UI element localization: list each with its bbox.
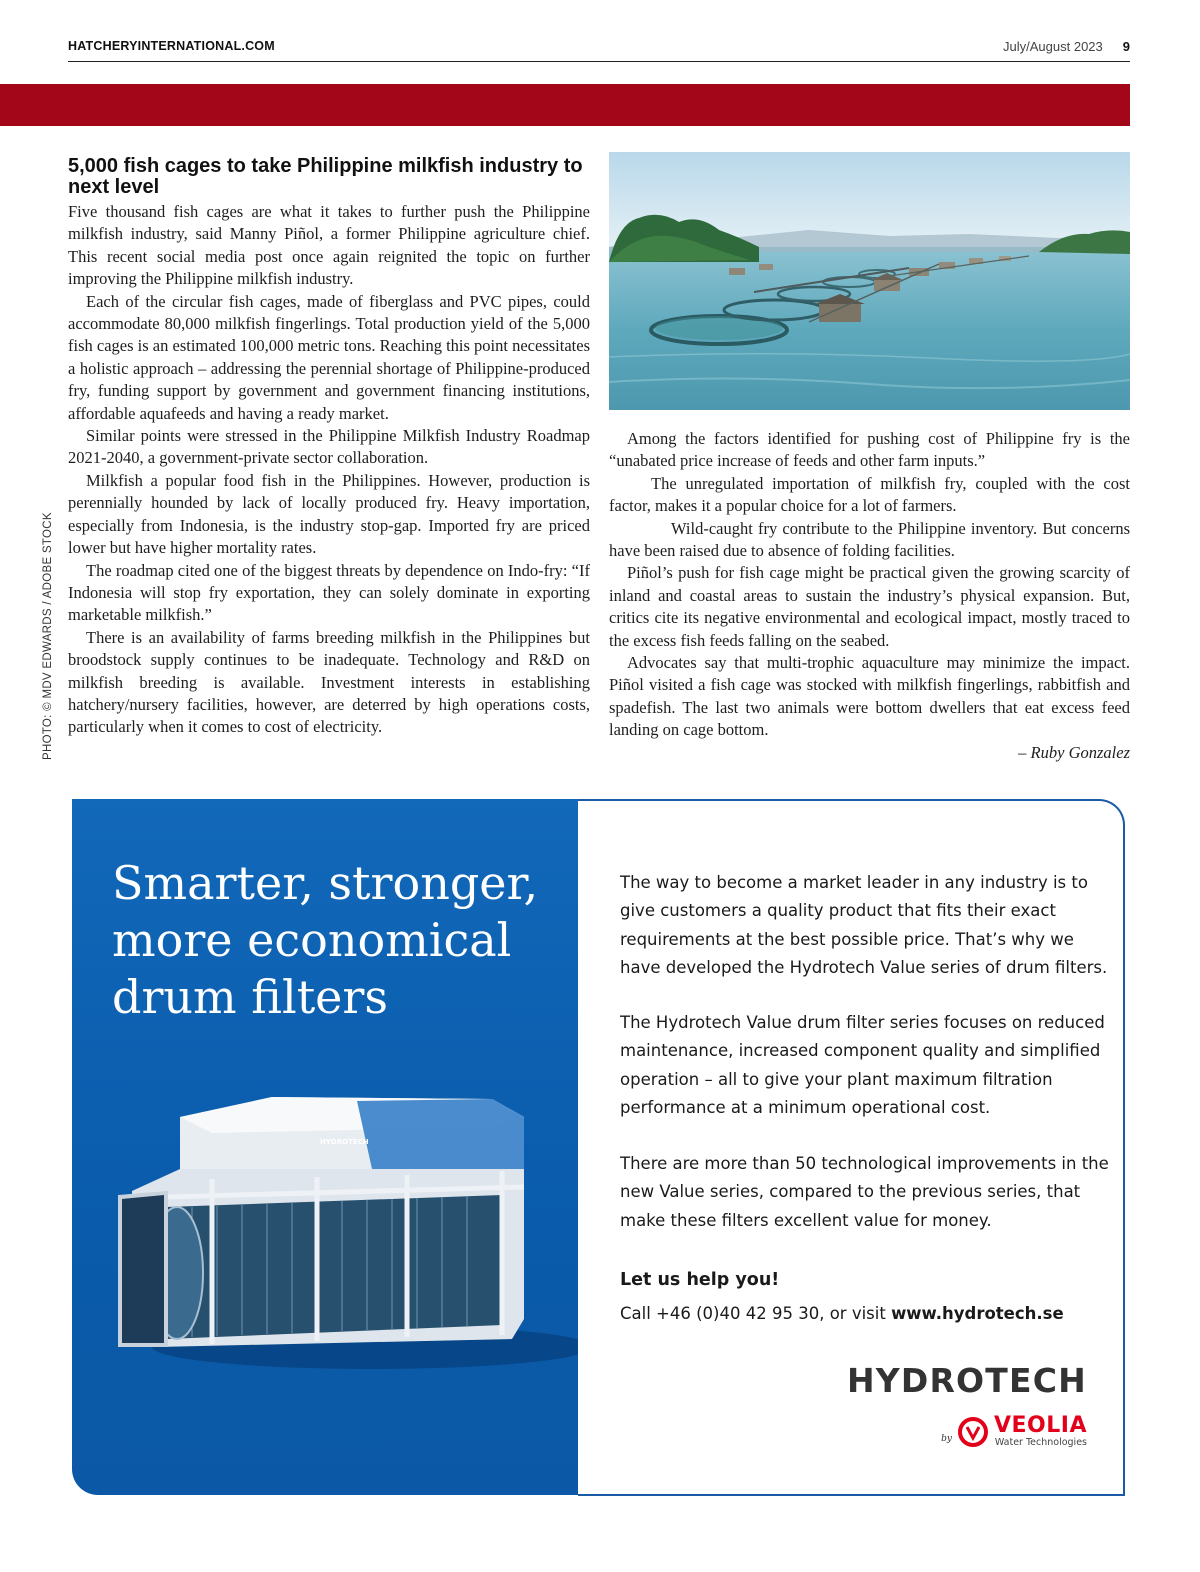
page-number: 9	[1122, 39, 1130, 54]
article-paragraph: Advocates say that multi-trophic aquaculture may minimize the impact. Piñol visited a fish cage was stocked with milkfish fingerlings, rabbitfish and spadefish. The last two animals were bottom dwellers that eat excess feed landing on cage bottom.	[609, 653, 1130, 740]
ad-blue-panel	[72, 799, 579, 1495]
site-name: HATCHERYINTERNATIONAL.COM	[68, 39, 275, 53]
article-column-right	[609, 428, 1130, 764]
ad-paragraph-3: There are more than 50 technological improvements in the new Value series, compared to the previous series, that make these filters excellent value for money.	[620, 1154, 1109, 1230]
ad-headline: Smarter, stronger, more economical drum filters	[112, 856, 539, 1024]
article-paragraph: There is an availability of farms breeding milkfish in the Philippines but broodstock supply continues to be inadequate. Technology and R&D on milkfish breeding is available. Investment interests in establishing hatchery/nursery facilities, however, are deterred by high operations costs, particularly when it comes to cost of electricity.	[68, 627, 590, 737]
ad-paragraph-1: The way to become a market leader in any industry is to give customers a quality product that fits their exact requirements at the best possible price. That’s why we have developed the Hydrotech Value series of drum filters.	[620, 873, 1108, 977]
ad-text-panel	[578, 799, 1125, 1496]
article-paragraph: Piñol’s push for fish cage might be practical given the growing scarcity of inland and coastal areas to sustain the industry’s physical expansion. But, critics cite its negative environmental and ecological impact, mostly traced to the excess fish feeds falling on the seabed.	[609, 563, 1130, 650]
article-paragraph: Among the factors identified for pushing cost of Philippine fry is the “unabated price increase of feeds and other farm inputs.”	[609, 429, 1130, 471]
article-paragraph: The roadmap cited one of the biggest threats by dependence on Indo-fry: “If Indonesia will stop fry exportation, they can solely dominate in exporting marketable milkfish.”	[68, 560, 590, 625]
veolia-name: VEOLIA	[994, 1413, 1087, 1438]
veolia-wordmark	[994, 1415, 1087, 1448]
article-paragraph: Wild-caught fry contribute to the Philippine inventory. But concerns have been raised due to absence of folding facilities.	[609, 518, 1130, 561]
article-paragraph: Similar points were stressed in the Philippine Milkfish Industry Roadmap 2021-2040, a government-private sector collaboration.	[68, 426, 590, 468]
article-paragraph: Five thousand fish cages are what it takes to further push the Philippine milkfish industry, said Manny Piñol, a former Philippine agriculture chief. This recent social media post once again reignited the topic on further improving the Philippine milkfish industry.	[68, 202, 590, 289]
hydrotech-logo: HYDROTECH	[846, 1361, 1087, 1400]
veolia-subtitle: Water Technologies	[994, 1437, 1087, 1448]
article-paragraph: Milkfish a popular food fish in the Philippines. However, production is perennially hounded by lack of locally produced fry. Heavy importation, especially from Indonesia, is the industry stop-gap. Imported fry are priced lower but have higher mortality rates.	[68, 470, 590, 558]
veolia-emblem-icon	[958, 1417, 988, 1447]
article-column-left	[68, 156, 590, 739]
article-paragraph: The unregulated importation of milkfish fry, coupled with the cost factor, makes it a popular choice for a lot of farmers.	[609, 473, 1130, 516]
ad-phone: Call +46 (0)40 42 95 30, or visit	[620, 1304, 892, 1323]
article-paragraph: Each of the circular fish cages, made of fiberglass and PVC pipes, could accommodate 80,000 milkfish fingerlings. Total production yield of the 5,000 fish cages is an estimated 100,000 metric tons. Reaching this point necessitates a holistic approach – addressing the perennial shortage of Philippine-produced fry, funding support by government and government financing institutions, affordable aquafeeds and having a ready market.	[68, 291, 590, 423]
veolia-by: by	[941, 1433, 952, 1444]
ad-paragraph-2: The Hydrotech Value drum filter series focuses on reduced maintenance, increased component quality and simplified operation – all to give your plant maximum filtration performance at a minimum operational cost.	[620, 1013, 1105, 1117]
photo-credit: PHOTO: © MDV EDWARDS / ADOBE STOCK	[42, 512, 54, 760]
fish-cage-photo-illustration	[609, 152, 1130, 410]
ad-contact	[620, 1300, 1110, 1328]
ad-website-link[interactable]: www.hydrotech.se	[891, 1304, 1064, 1323]
section-band	[0, 84, 1130, 126]
veolia-logo	[941, 1415, 1087, 1448]
drum-filter-illustration	[72, 799, 579, 1495]
issue-date: July/August 2023	[1003, 39, 1103, 54]
product-label: HYDROTECH	[320, 1138, 369, 1146]
header-rule	[68, 61, 1130, 62]
ad-cta-title: Let us help you!	[620, 1270, 780, 1290]
issue-info	[1003, 39, 1130, 54]
article-byline: – Ruby Gonzalez	[1018, 742, 1130, 762]
fish-cage-photo	[609, 152, 1130, 410]
article-headline: 5,000 fish cages to take Philippine milkfish industry to next level	[68, 155, 583, 198]
